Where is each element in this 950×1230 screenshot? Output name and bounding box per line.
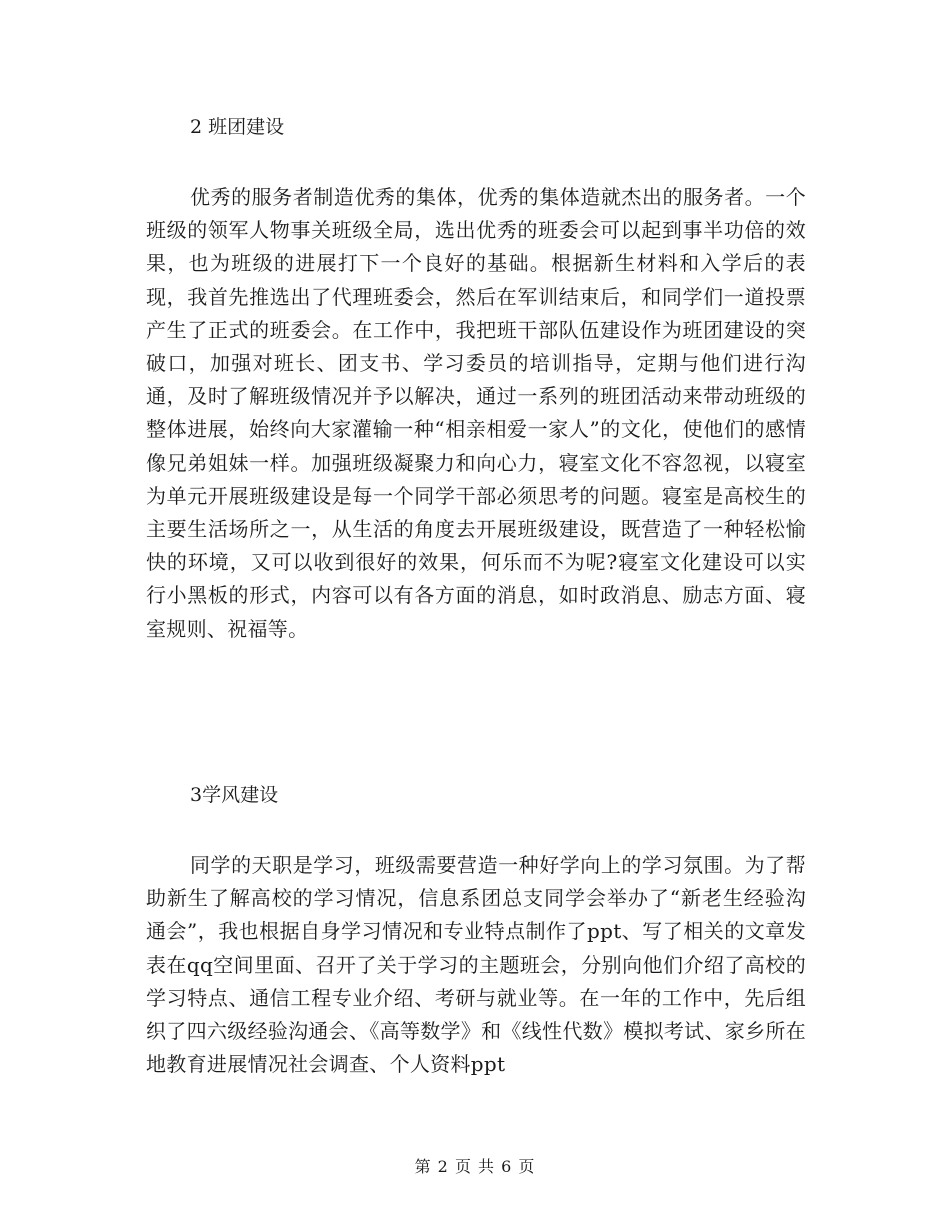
page-footer: 第 2 页 共 6 页 — [414, 1157, 536, 1176]
section-heading-study-style: 3学风建设 — [190, 784, 279, 806]
section-paragraph-class-building: 优秀的服务者制造优秀的集体，优秀的集体造就杰出的服务者。一个班级的领军人物事关班级全局，选出优秀的班委会可以起到事半功倍的效果，也为班级的进展打下一个良好的基础。根据新生材料和入学后的表现，我首先推选出了代理班委会，然后在军训结束后，和同学们一道投票产生了正式的班委会。在工作中，我把班干部队伍建设作为班团建设的突破口，加强对班长、团支书、学习委员的培训指导，定期与他们进行沟通，及时了解班级情况并予以解决，通过一系列的班团活动来带动班级的整体进展，始终向大家灌输一种“相亲相爱一家人”的文化，使他们的感情像兄弟姐妹一样。加强班级凝聚力和向心力，寝室文化不容忽视，以寝室为单元开展班级建设是每一个同学干部必须思考的问题。寝室是高校生的主要生活场所之一，从生活的角度去开展班级建设，既营造了一种轻松愉快的环境，又可以收到很好的效果，何乐而不为呢?寝室文化建设可以实行小黑板的形式，内容可以有各方面的消息，如时政消息、励志方面、寝室规则、祝福等。 — [146, 185, 806, 641]
section-paragraph-study-style: 同学的天职是学习，班级需要营造一种好学向上的学习氛围。为了帮助新生了解高校的学习情况，信息系团总支同学会举办了“新老生经验沟通会”，我也根据自身学习情况和专业特点制作了ppt、写了相关的文章发表在qq空间里面、召开了关于学习的主题班会，分别向他们介绍了高校的学习特点、通信工程专业介绍、考研与就业等。在一年的工作中，先后组织了四六级经验沟通会、《高等数学》和《线性代数》模拟考试、家乡所在地教育进展情况社会调查、个人资料ppt — [146, 853, 806, 1077]
section-heading-class-building: 2 班团建设 — [190, 116, 285, 138]
